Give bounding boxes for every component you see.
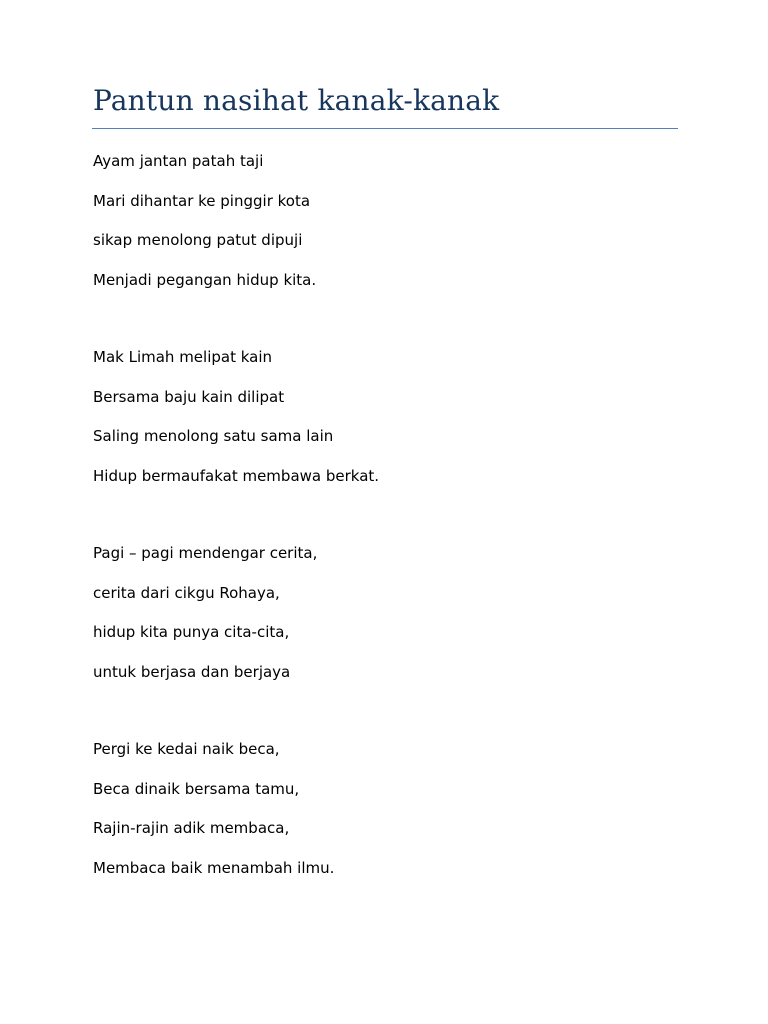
poem-line: Rajin-rajin adik membaca, — [93, 819, 290, 837]
title-underline — [92, 128, 678, 129]
stanza-2 — [93, 344, 673, 502]
poem-line: Saling menolong satu sama lain — [93, 427, 334, 445]
poem-line: Beca dinaik bersama tamu, — [93, 779, 300, 798]
poem-line: Membaca baik menambah ilmu. — [93, 858, 335, 877]
document-title: Pantun nasihat kanak-kanak — [93, 84, 500, 117]
poem-line: Hidup bermaufakat membawa berkat. — [93, 466, 380, 485]
poem-line: Ayam jantan patah taji — [93, 152, 264, 170]
poem-line: Pagi – pagi mendengar cerita, — [93, 544, 318, 562]
poem-line: Menjadi pegangan hidup kita. — [93, 270, 317, 289]
poem-body — [93, 148, 673, 932]
poem-line: untuk berjasa dan berjaya — [93, 662, 291, 681]
poem-line: Mari dihantar ke pinggir kota — [93, 191, 311, 210]
poem-line: Mak Limah melipat kain — [93, 348, 273, 366]
stanza-4 — [93, 736, 673, 894]
poem-line: Pergi ke kedai naik beca, — [93, 740, 280, 758]
poem-line: sikap menolong patut dipuji — [93, 231, 303, 249]
poem-line: Bersama baju kain dilipat — [93, 387, 285, 406]
poem-line: cerita dari cikgu Rohaya, — [93, 583, 280, 602]
stanza-3 — [93, 540, 673, 698]
poem-line: hidup kita punya cita-cita, — [93, 623, 290, 641]
stanza-1 — [93, 148, 673, 306]
